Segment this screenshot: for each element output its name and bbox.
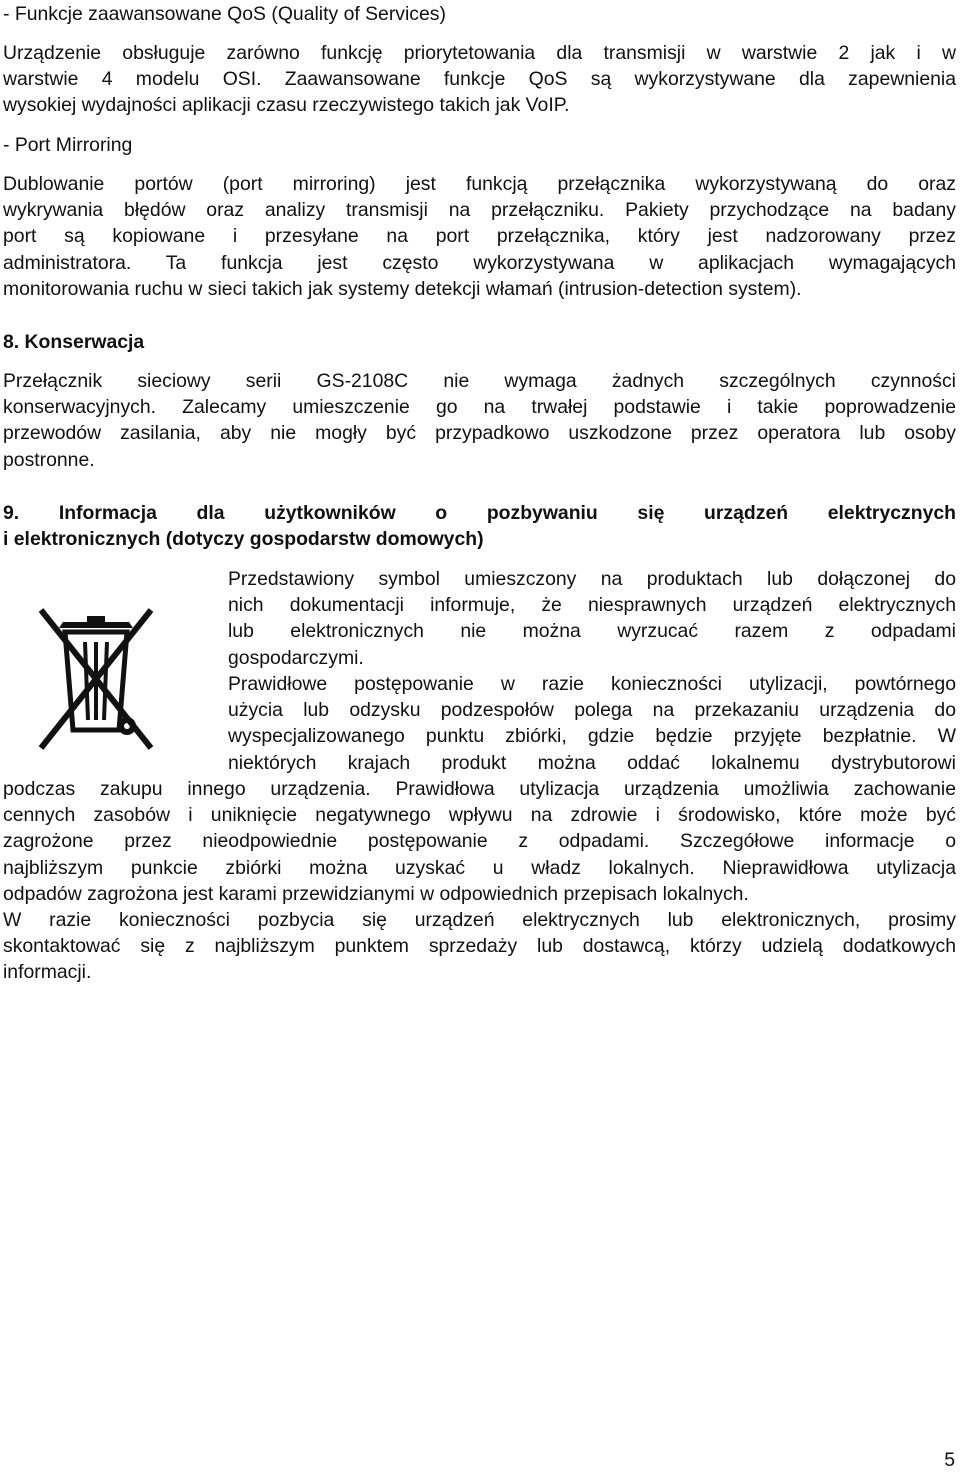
text-line: gospodarczymi. [228, 646, 364, 669]
text-line: monitorowania ruchu w sieci takich jak systemy detekcji włamań (intrusion-detection system). [3, 277, 802, 300]
weee-paragraph-2 [228, 671, 956, 776]
weee-paragraph-2-continued [3, 776, 956, 907]
text-line: Dublowanie portów (port mirroring) jest funkcją przełącznika wykorzystywaną do oraz [3, 173, 956, 195]
section-8-heading: 8. Konserwacja [3, 331, 145, 353]
section-9-heading: 9. Informacja dla użytkowników o pozbywaniu się urządzeń elektrycznych i elektronicznych (dotyczy gospodarstw domowych) [3, 502, 956, 551]
text-line: skontaktować się z najbliższym punktem sprzedaży lub dostawcą, którzy udzielą dodatkowych [3, 935, 956, 958]
text-line: informacji. [3, 961, 92, 984]
text-line: podczas zakupu innego urządzenia. Prawidłowa utylizacja urządzenia umożliwia zachowanie [3, 778, 956, 800]
text-line: Przełącznik sieciowy serii GS-2108C nie wymaga żadnych szczególnych czynności [3, 370, 956, 392]
section-8-paragraph [3, 368, 956, 473]
text-line: nich dokumentacji informuje, że niesprawnych urządzeń elektrycznych [228, 594, 956, 617]
text-line: lub elektronicznych nie można wyrzucać razem z odpadami [228, 620, 956, 643]
weee-paragraph-1 [228, 566, 956, 671]
text-line: wysokiej wydajności aplikacji czasu rzeczywistego takich jak VoIP. [3, 94, 570, 117]
qos-heading: - Funkcje zaawansowane QoS (Quality of Services) [3, 3, 446, 25]
text-line: odpadów zagrożona jest karami przewidzianymi w odpowiednich przepisach lokalnych. [3, 882, 749, 905]
mirroring-paragraph [3, 171, 956, 302]
text-line: Przedstawiony symbol umieszczony na produktach lub dołączonej do [228, 568, 956, 590]
text-line: Urządzenie obsługuje zarówno funkcję priorytetowania dla transmisji w warstwie 2 jak i w [3, 42, 956, 64]
text-line: cennych zasobów i uniknięcie negatywnego wpływu na zdrowie i środowisko, które może być [3, 804, 956, 827]
text-line: wyspecjalizowanego punktu zbiórki, gdzie będzie przyjęte bezpłatnie. W [228, 725, 956, 748]
text-line: administratora. Ta funkcja jest często wykorzystywana w aplikacjach wymagających [3, 251, 956, 274]
text-line: postronne. [3, 448, 95, 471]
text-line: niektórych krajach produkt można oddać lokalnemu dystrybutorowi [228, 751, 956, 774]
text-line: konserwacyjnych. Zalecamy umieszczenie go na trwałej podstawie i takie poprowadzenie [3, 396, 956, 419]
text-line: przewodów zasilania, aby nie mogły być przypadkowo uszkodzone przez operatora lub osoby [3, 422, 956, 445]
text-line: W razie konieczności pozbycia się urządzeń elektrycznych lub elektronicznych, prosimy [3, 909, 956, 931]
text-line: użycia lub odzysku podzespołów polega na przekazaniu urządzenia do [228, 699, 956, 722]
page-number: 5 [944, 1449, 955, 1471]
text-line: wykrywania błędów oraz analizy transmisji na przełączniku. Pakiety przychodzące na badany [3, 199, 956, 222]
text-line: port są kopiowane i przesyłane na port przełącznika, który jest nadzorowany przez [3, 225, 956, 248]
crossed-out-wheelie-bin-icon [37, 602, 155, 752]
mirroring-heading: - Port Mirroring [3, 134, 133, 156]
text-line: zagrożone przez nieodpowiednie postępowanie z odpadami. Szczegółowe informacje o [3, 830, 956, 853]
text-line: Prawidłowe postępowanie w razie konieczności utylizacji, powtórnego [228, 673, 956, 695]
text-line: najbliższym punkcie zbiórki można uzyskać u władz lokalnych. Nieprawidłowa utylizacja [3, 856, 956, 879]
text-line: warstwie 4 modelu OSI. Zaawansowane funkcje QoS są wykorzystywane dla zapewnienia [3, 68, 956, 91]
weee-paragraph-3 [3, 907, 956, 986]
qos-paragraph [3, 40, 956, 119]
